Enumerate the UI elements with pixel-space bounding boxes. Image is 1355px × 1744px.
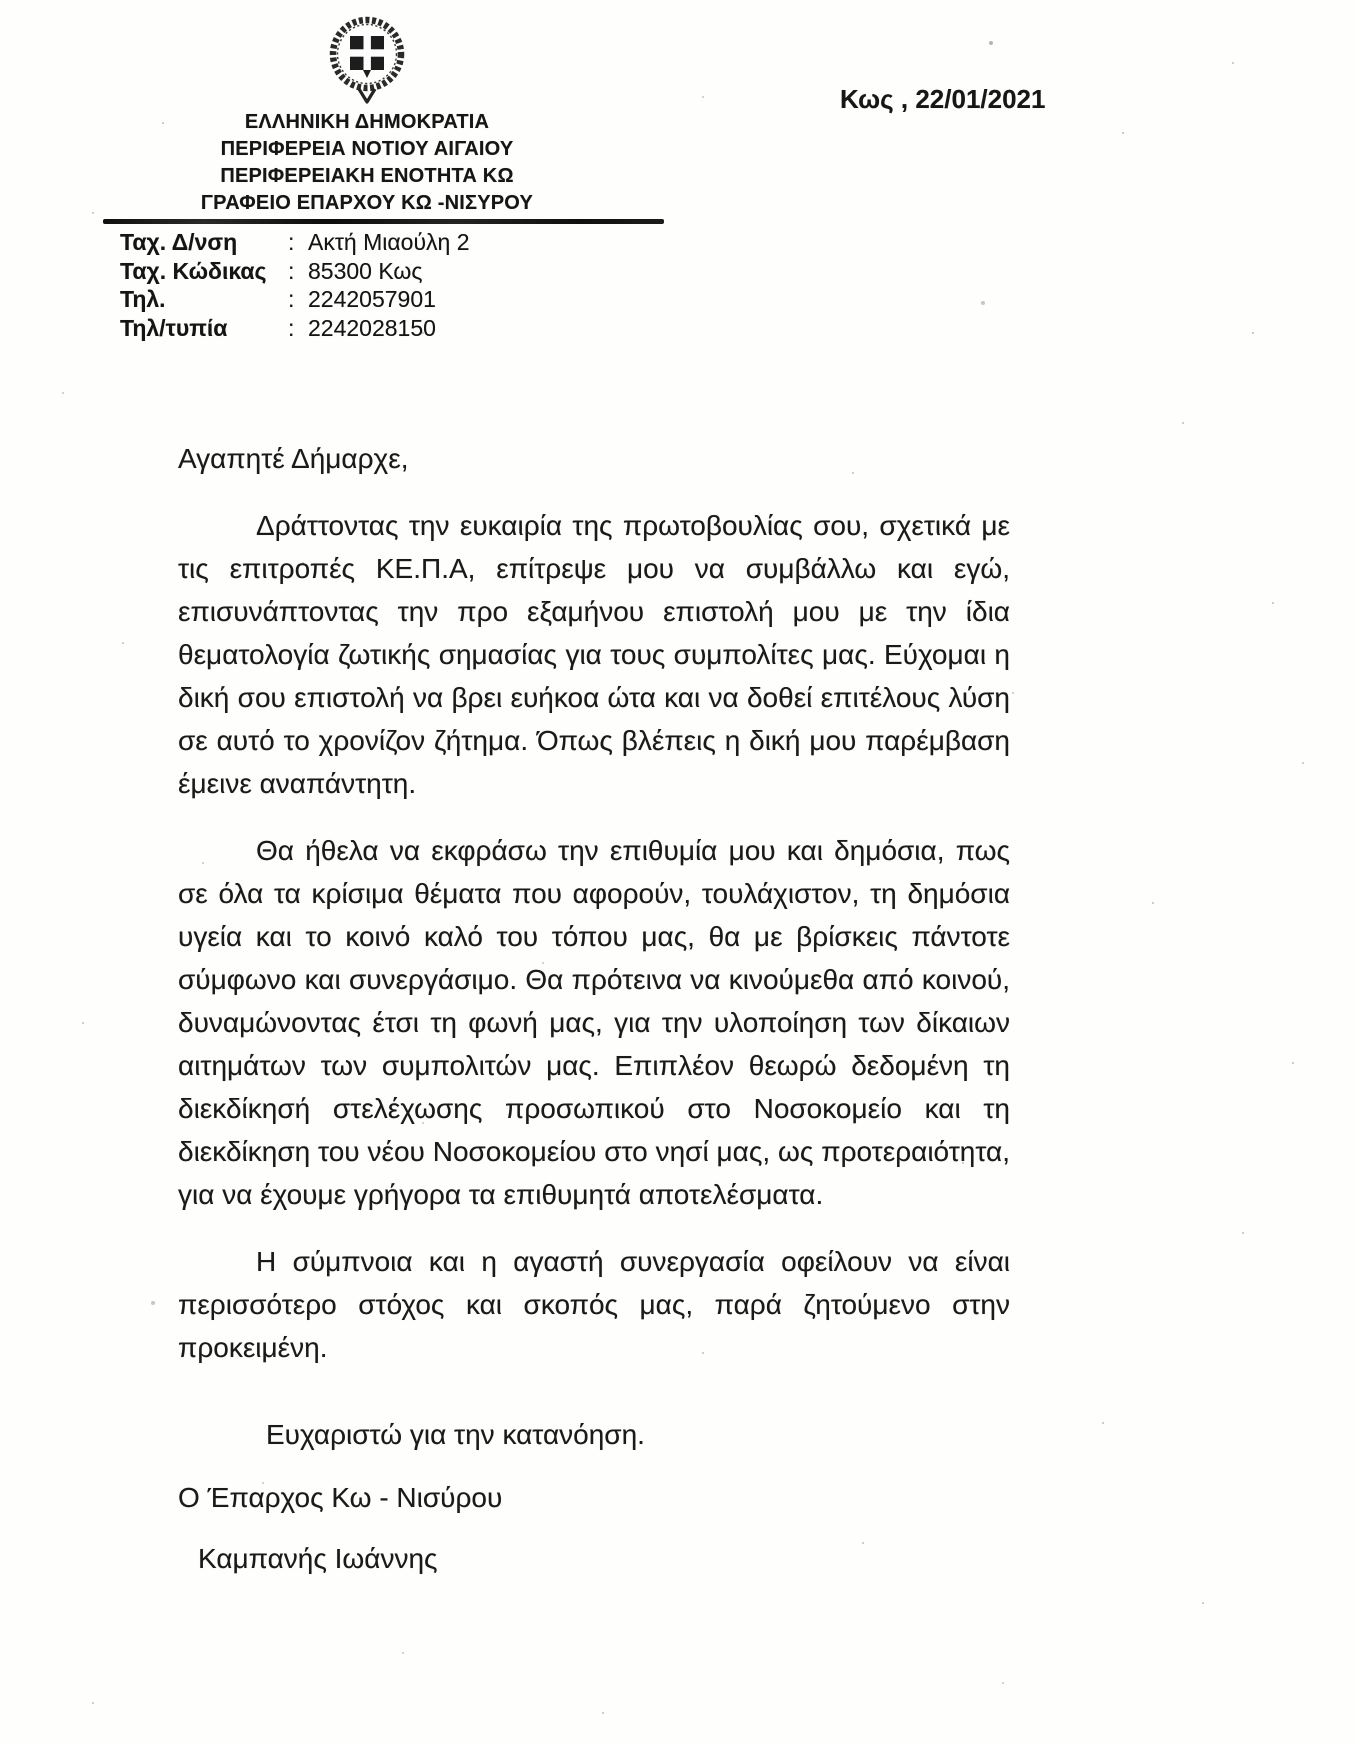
letter-body — [178, 437, 1010, 1580]
greek-coat-of-arms-icon — [326, 12, 408, 104]
contact-block — [120, 228, 680, 342]
org-line-unit: ΠΕΡΙΦΕΡΕΙΑΚΗ ΕΝΟΤΗΤΑ ΚΩ — [220, 165, 514, 187]
org-line-office: ΓΡΑΦΕΙΟ ΕΠΑΡΧΟΥ ΚΩ -ΝΙΣΥΡΟΥ — [200, 192, 534, 214]
signature-name: Καμπανής Ιωάννης — [198, 1543, 438, 1574]
contact-colon: : — [288, 229, 295, 255]
contact-row-address — [120, 228, 680, 257]
contact-row-postcode — [120, 257, 680, 286]
contact-value: Ακτή Μιαούλη 2 — [308, 229, 470, 255]
paragraph-3: Η σύμπνοια και η αγαστή συνεργασία οφείλουν να είναι περισσότερο στόχος και σκοπός μας, παρά ζητούμενο στην προκειμένη. — [178, 1246, 1010, 1363]
signature-title: Ο Έπαρχος Κω - Νισύρου — [178, 1482, 503, 1513]
contact-row-phone — [120, 285, 680, 314]
letterhead-org-block — [137, 109, 597, 217]
scan-noise — [0, 0, 2, 2]
letterhead-rule — [103, 219, 664, 224]
salutation: Αγαπητέ Δήμαρχε, — [178, 443, 409, 474]
contact-label: Τηλ/τυπία — [120, 314, 228, 341]
closing-line: Ευχαριστώ για την κατανόηση. — [266, 1419, 645, 1450]
contact-label: Ταχ. Δ/νση — [120, 229, 238, 255]
contact-colon: : — [288, 257, 295, 284]
contact-row-fax — [120, 314, 680, 343]
contact-value: 85300 Κως — [308, 257, 423, 284]
place-and-date: Κως , 22/01/2021 — [840, 84, 1046, 114]
contact-colon: : — [288, 286, 295, 312]
org-line-republic: ΕΛΛΗΝΙΚΗ ΔΗΜΟΚΡΑΤΙΑ — [244, 111, 490, 133]
paragraph-2: Θα ήθελα να εκφράσω την επιθυμία μου και δημόσια, πως σε όλα τα κρίσιμα θέματα που αφορούν, τουλάχιστον, τη δημόσια υγεία και το κοινό καλό του τόπου μας, θα με βρίσκεις πάντοτε σύμφωνο και συνεργάσιμο. Θα πρότεινα να κινούμεθα από κοινού, δυναμώνοντας έτσι τη φωνή μας, για την υλοποίηση των δίκαιων αιτημάτων των συμπολιτών μας. Επιπλέον θεωρώ δεδομένη τη διεκδίκησή στελέχωσης προσωπικού στο Νοσοκομείο και τη διεκδίκηση του νέου Νοσοκομείου στο νησί μας, ως προτεραιότητα, για να έχουμε γρήγορα τα επιθυμητά αποτελέσματα. — [178, 835, 1010, 1210]
org-line-region: ΠΕΡΙΦΕΡΕΙΑ ΝΟΤΙΟΥ ΑΙΓΑΙΟΥ — [220, 138, 514, 160]
paragraph-1: Δράττοντας την ευκαιρία της πρωτοβουλίας σου, σχετικά με τις επιτροπές ΚΕ.Π.Α, επίτρεψε μου να συμβάλλω και εγώ, επισυνάπτοντας την προ εξαμήνου επιστολή μου με την ίδια θεματολογία ζωτικής σημασίας για τους συμπολίτες μας. Εύχομαι η δική σου επιστολή να βρει ευήκοα ώτα και να δοθεί επιτέλους λύση σε αυτό το χρονίζον ζήτημα. Όπως βλέπεις η δική μου παρέμβαση έμεινε αναπάντητη. — [178, 510, 1010, 799]
contact-colon: : — [288, 314, 295, 341]
contact-label: Ταχ. Κώδικας — [120, 257, 267, 284]
contact-label: Τηλ. — [120, 286, 166, 312]
contact-value: 2242028150 — [308, 314, 436, 341]
contact-value: 2242057901 — [308, 286, 436, 312]
